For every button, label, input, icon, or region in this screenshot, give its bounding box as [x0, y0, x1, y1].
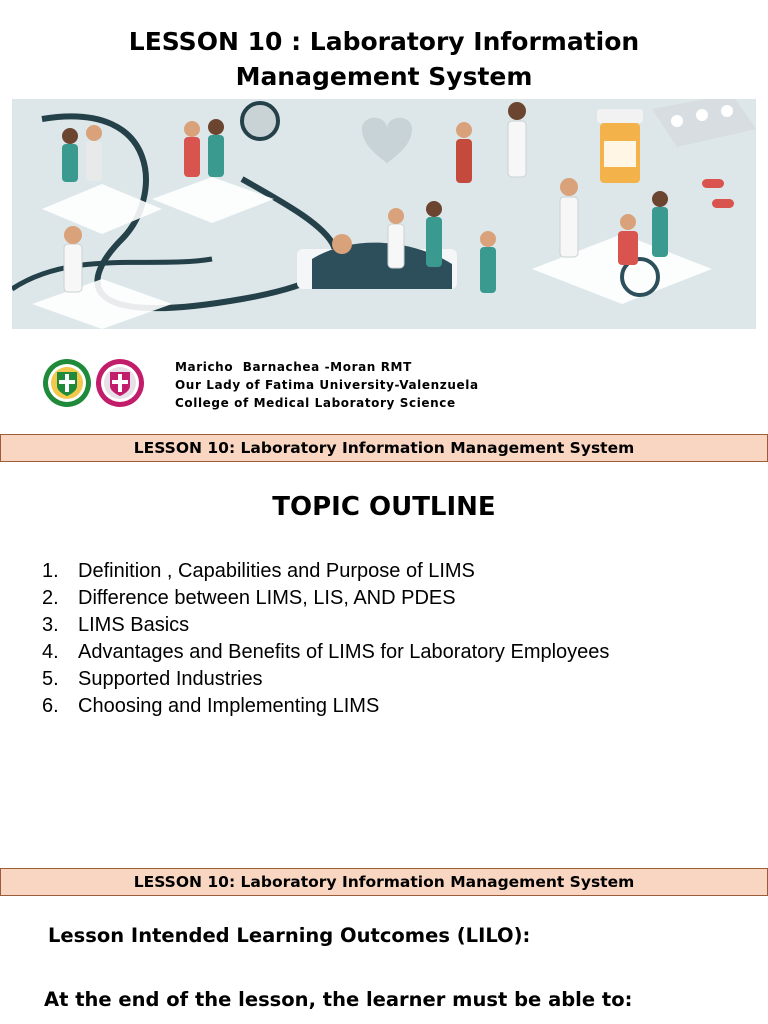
list-item [42, 558, 609, 585]
list-item [42, 612, 609, 639]
author-university: Our Lady of Fatima University-Valenzuela [175, 378, 479, 392]
list-item-text: Difference between LIMS, LIS, AND PDES [78, 587, 456, 609]
list-item [42, 639, 609, 666]
author-college: College of Medical Laboratory Science [175, 396, 456, 410]
list-item-number: 2. [42, 587, 59, 609]
list-item-number: 5. [42, 668, 59, 690]
list-item-text: Definition , Capabilities and Purpose of LIMS [78, 560, 475, 582]
title-line-2: Management System [235, 62, 533, 91]
hero-illustration [12, 99, 756, 329]
college-seal-logo [95, 358, 145, 408]
lesson-band-bottom: LESSON 10: Laboratory Information Management System [0, 868, 768, 896]
author-block [175, 358, 479, 412]
list-item [42, 585, 609, 612]
lilo-heading: Lesson Intended Learning Outcomes (LILO): [48, 924, 531, 947]
author-name: Maricho Barnachea -Moran RMT [175, 360, 412, 374]
page-title [0, 24, 768, 94]
list-item-number: 1. [42, 560, 59, 582]
lilo-intro: At the end of the lesson, the learner must be able to: [44, 988, 633, 1011]
title-line-1: LESSON 10 : Laboratory Information [128, 27, 640, 56]
list-item-text: Supported Industries [78, 668, 263, 690]
list-item-number: 4. [42, 641, 59, 663]
list-item-text: LIMS Basics [78, 614, 190, 636]
list-item [42, 693, 609, 720]
list-item-text: Choosing and Implementing LIMS [78, 695, 380, 717]
topic-outline-title: TOPIC OUTLINE [272, 492, 496, 522]
topic-outline-list [42, 558, 609, 720]
list-item [42, 666, 609, 693]
lesson-band-top: LESSON 10: Laboratory Information Management System [0, 434, 768, 462]
list-item-number: 3. [42, 614, 59, 636]
list-item-text: Advantages and Benefits of LIMS for Laboratory Employees [78, 641, 610, 663]
university-seal-logo [42, 358, 92, 408]
list-item-number: 6. [42, 695, 59, 717]
